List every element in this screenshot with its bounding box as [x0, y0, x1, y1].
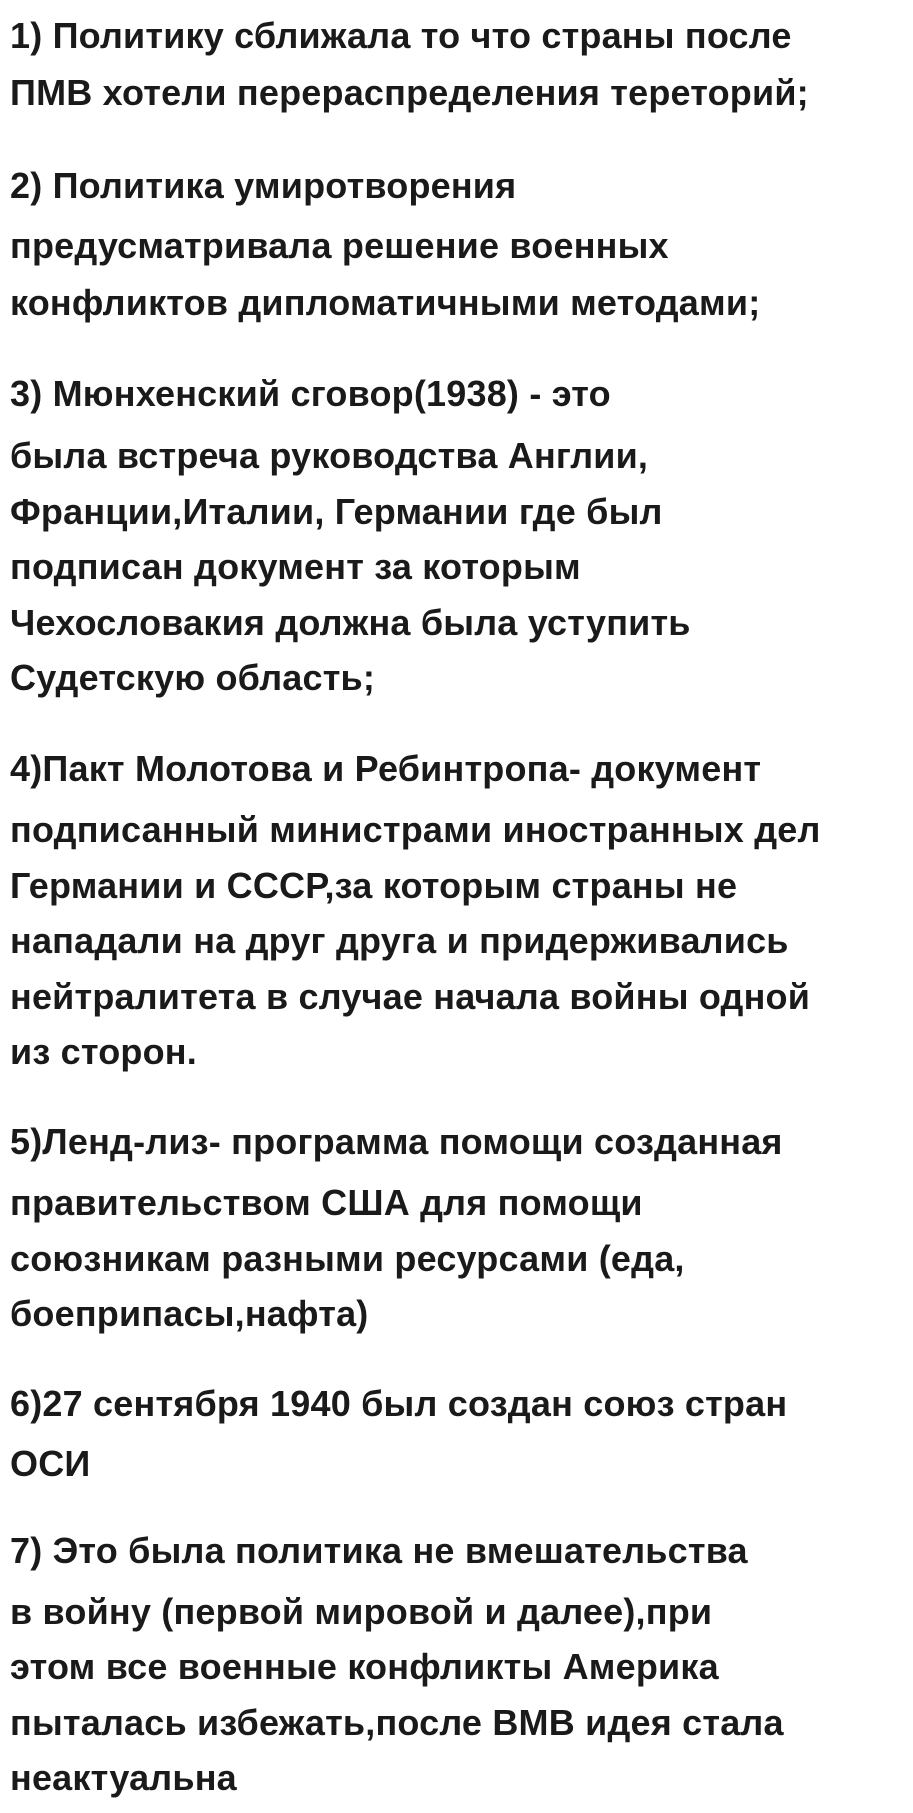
answer-5-line-1: 5)Ленд-лиз- программа помощи созданная: [10, 1121, 783, 1162]
answer-4-line-4: нападали на друг друга и придерживались: [10, 920, 789, 961]
answer-4-line-5: нейтралитета в случае начала войны одной: [10, 976, 811, 1017]
answer-3-line-1: 3) Мюнхенский сговор(1938) - это: [10, 373, 611, 414]
answer-4-line-1: 4)Пакт Молотова и Ребинтропа- документ: [10, 748, 762, 789]
answer-7-line-2: в войну (первой мировой и далее),при: [10, 1591, 713, 1632]
answer-4-line-3: Германии и СССР,за которым страны не: [10, 865, 738, 906]
answer-5-line-4: боеприпасы,нафта): [10, 1293, 369, 1334]
answer-2-line-1: 2) Политика умиротворения: [10, 165, 517, 206]
answer-1-line-1: 1) Политику сближала то что страны после: [10, 15, 792, 56]
answer-5-line-3: союзникам разными ресурсами (еда,: [10, 1238, 685, 1279]
answer-3-line-3: Франции,Италии, Германии где был: [10, 491, 663, 532]
answer-3-line-6: Судетскую область;: [10, 657, 376, 698]
answer-3-line-2: была встреча руководства Англии,: [10, 435, 649, 476]
answer-1-line-2: ПМВ хотели перераспределения тереторий;: [10, 72, 809, 113]
answer-2-line-3: конфликтов дипломатичными методами;: [10, 282, 761, 323]
answer-3-line-5: Чехословакия должна была уступить: [10, 602, 691, 643]
answer-3-line-4: подписан документ за которым: [10, 546, 581, 587]
answer-2-line-2: предусматривала решение военных: [10, 225, 669, 266]
answer-7-line-4: пыталась избежать,после ВМВ идея стала: [10, 1702, 784, 1743]
answer-7-line-3: этом все военные конфликты Америка: [10, 1646, 719, 1687]
answer-6-line-1: 6)27 сентября 1940 был создан союз стран: [10, 1383, 788, 1424]
answer-7-line-1: 7) Это была политика не вмешательства: [10, 1530, 748, 1571]
answer-6-line-2: ОСИ: [10, 1443, 91, 1484]
answer-4-line-2: подписанный министрами иностранных дел: [10, 809, 821, 850]
answer-7-line-5: неактуальна: [10, 1757, 237, 1798]
answer-4-line-6: из сторон.: [10, 1031, 197, 1072]
answer-5-line-2: правительством США для помощи: [10, 1182, 643, 1223]
